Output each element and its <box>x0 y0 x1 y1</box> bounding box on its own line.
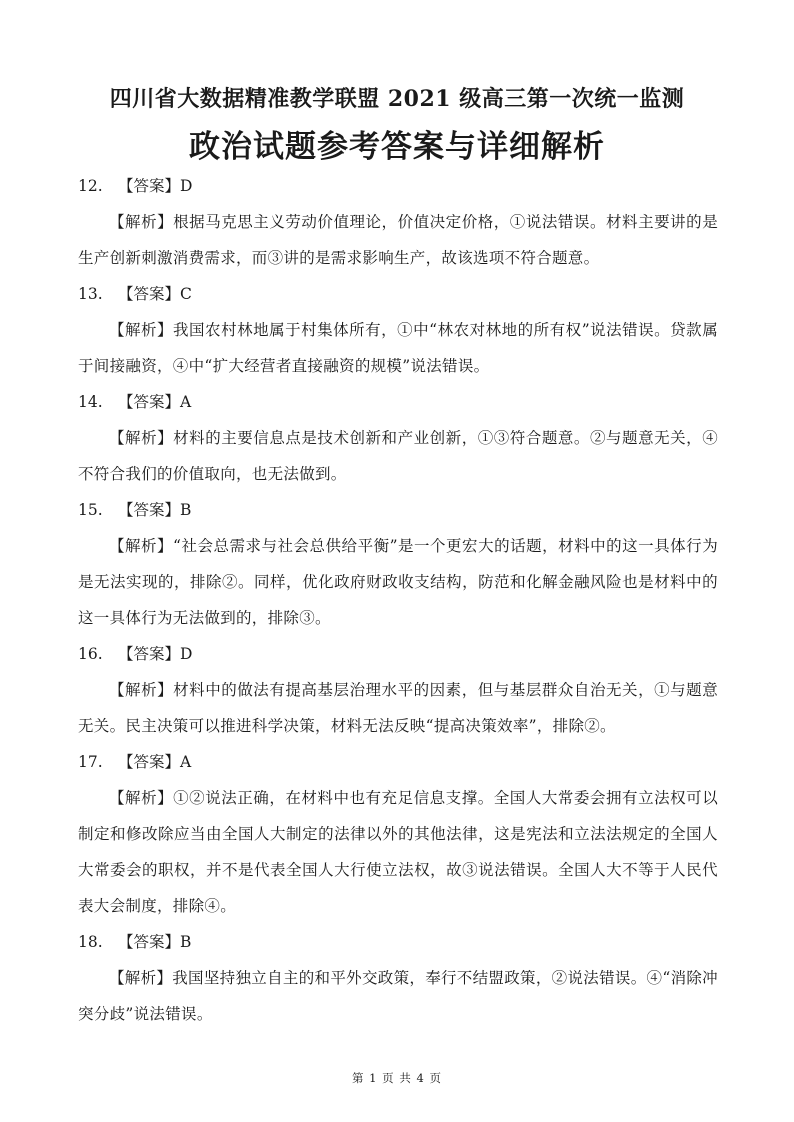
answer-item-12 <box>78 168 718 276</box>
answer-label: 【答案】B <box>118 933 192 951</box>
explanation-text: 【解析】材料的主要信息点是技术创新和产业创新，①③符合题意。②与题意无关，④不符合我们的价值取向，也无法做到。 <box>78 429 718 483</box>
explanation-text: 【解析】我国农村林地属于村集体所有，①中“林农对林地的所有权”说法错误。贷款属于间接融资，④中“扩大经营者直接融资的规模”说法错误。 <box>78 321 718 375</box>
question-number: 17. <box>78 753 103 771</box>
question-number: 18. <box>78 933 103 951</box>
question-number: 14. <box>78 393 103 411</box>
question-number: 12. <box>78 177 103 195</box>
question-answer-line <box>78 492 718 528</box>
answer-label: 【答案】D <box>118 177 193 195</box>
answer-item-17 <box>78 744 718 924</box>
explanation-text: 【解析】根据马克思主义劳动价值理论，价值决定价格，①说法错误。材料主要讲的是生产创新刺激消费需求，而③讲的是需求影响生产，故该选项不符合题意。 <box>78 213 718 267</box>
explanation-text: 【解析】材料中的做法有提高基层治理水平的因素，但与基层群众自治无关，①与题意无关。民主决策可以推进科学决策，材料无法反映“提高决策效率”，排除②。 <box>78 681 718 735</box>
explanation-text: 【解析】①②说法正确，在材料中也有充足信息支撑。全国人大常委会拥有立法权可以制定和修改除应当由全国人大制定的法律以外的其他法律，这是宪法和立法法规定的全国人大常委会的职权，并不是代表全国人大行使立法权，故③说法错误。全国人大不等于人民代表大会制度，排除④。 <box>78 789 718 915</box>
explanation-text: 【解析】“社会总需求与社会总供给平衡”是一个更宏大的话题，材料中的这一具体行为是无法实现的，排除②。同样，优化政府财政收支结构，防范和化解金融风险也是材料中的这一具体行为无法做到的，排除③。 <box>78 537 718 627</box>
answer-label: 【答案】B <box>118 501 192 519</box>
question-answer-line <box>78 168 718 204</box>
exam-title: 四川省大数据精准教学联盟 2021 级高三第一次统一监测 <box>109 86 685 112</box>
question-answer-line <box>78 384 718 420</box>
question-number: 13. <box>78 285 103 303</box>
question-answer-line <box>78 276 718 312</box>
answer-label: 【答案】A <box>118 753 192 771</box>
answer-label: 【答案】C <box>118 285 192 303</box>
answer-item-13 <box>78 276 718 384</box>
answer-item-14 <box>78 384 718 492</box>
document-title: 政治试题参考答案与详细解析 <box>189 129 605 165</box>
answer-list <box>78 168 718 1032</box>
question-answer-line <box>78 924 718 960</box>
answer-label: 【答案】D <box>118 645 193 663</box>
answer-label: 【答案】A <box>118 393 192 411</box>
answer-item-16 <box>78 636 718 744</box>
question-number: 15. <box>78 501 103 519</box>
page-footer: 第 1 页 共 4 页 <box>352 1071 442 1085</box>
question-answer-line <box>78 636 718 672</box>
answer-item-18 <box>78 924 718 1032</box>
answer-item-15 <box>78 492 718 636</box>
question-number: 16. <box>78 645 103 663</box>
explanation-text: 【解析】我国坚持独立自主的和平外交政策，奉行不结盟政策，②说法错误。④“消除冲突分歧”说法错误。 <box>78 969 718 1023</box>
question-answer-line <box>78 744 718 780</box>
